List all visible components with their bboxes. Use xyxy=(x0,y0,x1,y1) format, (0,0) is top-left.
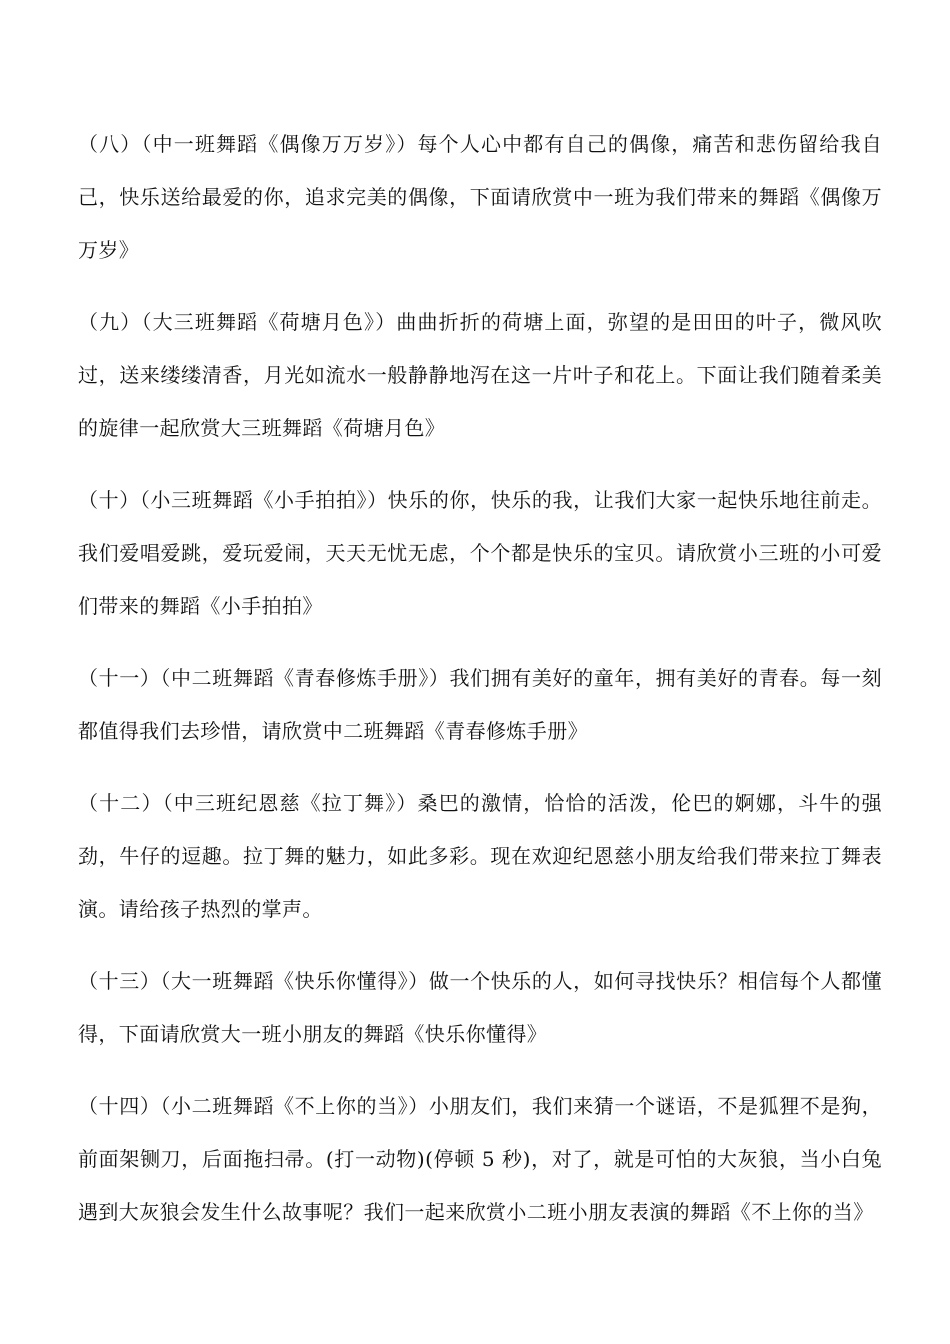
program-item-14: （十四）（小二班舞蹈《不上你的当》）小朋友们，我们来猜一个谜语，不是狐狸不是狗，前面架铡刀，后面拖扫帚。(打一动物)(停顿 5 秒)，对了，就是可怕的大灰狼，当小白兔遇到大灰狼会发生什么故事呢？我们一起来欣赏小二班小朋友表演的舞蹈《不上你的当》 xyxy=(78,1094,882,1224)
program-item-8: （八）（中一班舞蹈《偶像万万岁》）每个人心中都有自己的偶像，痛苦和悲伤留给我自己，快乐送给最爱的你，追求完美的偶像，下面请欣赏中一班为我们带来的舞蹈《偶像万万岁》 xyxy=(78,132,882,262)
program-item-11: （十一）（中二班舞蹈《青春修炼手册》）我们拥有美好的童年，拥有美好的青春。每一刻都值得我们去珍惜，请欣赏中二班舞蹈《青春修炼手册》 xyxy=(78,666,882,743)
program-item-10: （十）（小三班舞蹈《小手拍拍》）快乐的你，快乐的我，让我们大家一起快乐地往前走。我们爱唱爱跳，爱玩爱闹，天天无忧无虑，个个都是快乐的宝贝。请欣赏小三班的小可爱们带来的舞蹈《小手拍拍》 xyxy=(78,488,882,618)
document-body xyxy=(78,118,882,1258)
program-item-12: （十二）（中三班纪恩慈《拉丁舞》）桑巴的激情，恰恰的活泼，伦巴的婀娜，斗牛的强劲，牛仔的逗趣。拉丁舞的魅力，如此多彩。现在欢迎纪恩慈小朋友给我们带来拉丁舞表演。请给孩子热烈的掌声。 xyxy=(78,791,882,921)
program-item-9: （九）（大三班舞蹈《荷塘月色》）曲曲折折的荷塘上面，弥望的是田田的叶子，微风吹过，送来缕缕清香，月光如流水一般静静地泻在这一片叶子和花上。下面让我们随着柔美的旋律一起欣赏大三班舞蹈《荷塘月色》 xyxy=(78,310,882,440)
program-item-13: （十三）（大一班舞蹈《快乐你懂得》）做一个快乐的人，如何寻找快乐？相信每个人都懂得，下面请欣赏大一班小朋友的舞蹈《快乐你懂得》 xyxy=(78,969,882,1046)
